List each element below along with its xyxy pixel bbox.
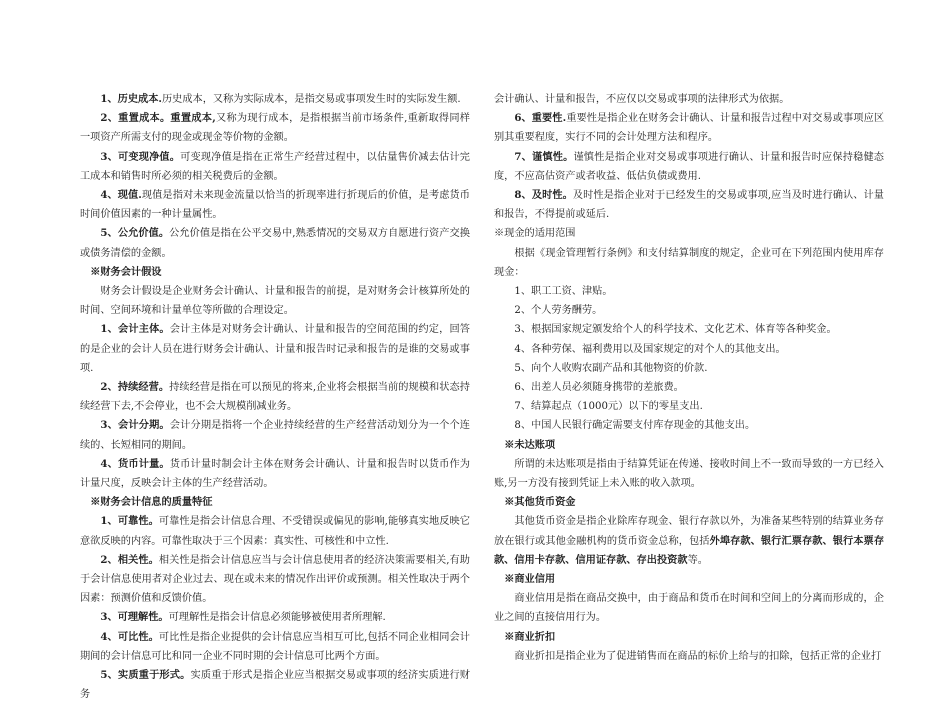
paragraph-text: 1、职工工资、津贴。	[514, 286, 613, 298]
section-heading: ※财务会计信息的质量特征	[90, 496, 213, 509]
paragraph	[494, 282, 884, 301]
paragraph	[494, 244, 884, 282]
paragraph	[494, 647, 884, 666]
paragraph-bold-term: 5、公允价值。	[100, 227, 170, 240]
paragraph-text: 持续经营是指在可以预见的将来,企业将会根据当前的规模和状态持续经营下去,不会停业，也不会大规模削减业务。	[80, 382, 470, 413]
paragraph	[494, 589, 884, 627]
section-heading: ※财务会计假设	[90, 265, 162, 278]
paragraph-bold-term: 3、会计分期。	[100, 419, 170, 432]
paragraph-text: 4、各种劳保、福利费用以及国家规定的对个人的其他支出。	[514, 343, 786, 355]
right-column	[494, 90, 884, 666]
paragraph-bold-term: 4、现值.	[100, 189, 142, 202]
paragraph	[494, 397, 884, 416]
paragraph-text: 6、出差人员必须随身携带的差旅费。	[514, 382, 684, 394]
paragraph-bold-term: 2、持续经营。	[100, 381, 170, 394]
paragraph-text: 商业信用是指在商品交换中，由于商品和货币在时间和空间上的分离而形成的，企业之间的直接信用行为。	[494, 593, 884, 624]
paragraph	[80, 416, 470, 454]
paragraph-bold-term: 4、货币计量。	[100, 457, 170, 470]
paragraph	[80, 512, 470, 550]
section-heading: ※商业折扣	[504, 630, 556, 643]
paragraph	[494, 301, 884, 320]
paragraph	[494, 320, 884, 339]
paragraph-bold-term: 2、重置成本。重置成本,	[100, 112, 216, 125]
paragraph-bold-term: 1、可靠性。	[100, 515, 159, 528]
paragraph-bold-term: 1、历史成本.	[100, 93, 162, 105]
paragraph-bold-term: 8、及时性。	[514, 189, 573, 202]
paragraph-text: 公允价值是指在公平交易中,熟悉情况的交易双方自愿进行资产交换或债务清偿的金额。	[80, 228, 470, 259]
paragraph-text: 谨慎性是指企业对交易或事项进行确认、计量和报告时应保持稳健态度，不应高估资产或者收益、低估负债或费用.	[494, 151, 884, 182]
paragraph-bold-term: 3、可变现净值。	[100, 150, 181, 163]
paragraph	[494, 109, 884, 147]
paragraph	[80, 455, 470, 493]
paragraph-text: 会计确认、计量和报告，不应仅以交易或事项的法律形式为依据。	[494, 94, 790, 105]
paragraph	[494, 148, 884, 186]
paragraph	[80, 282, 470, 320]
paragraph-bold-term: 1、会计主体。	[100, 323, 170, 336]
paragraph-text: 7、结算起点（1000元）以下的零星支出.	[514, 401, 703, 413]
paragraph-text: 商业折扣是指企业为了促进销售而在商品的标价上给与的扣除，包括正常的企业打	[514, 650, 882, 662]
paragraph-bold-term: 6、重要性.	[514, 112, 567, 125]
paragraph-text: 历史成本，又称为实际成本，是指交易或事项发生时的实际发生额.	[161, 94, 461, 105]
paragraph	[494, 512, 884, 570]
paragraph	[80, 109, 470, 147]
paragraph-bold-term: 5、实质重于形式。	[100, 669, 191, 682]
paragraph	[80, 224, 470, 262]
paragraph-text: 相关性是指会计信息应当与会计信息使用者的经济决策需要相关,有助于会计信息使用者对企业过去、现在或未来的情况作出评价或预测。相关性取决于两个因素：预测价值和反馈价值。	[80, 554, 470, 605]
paragraph-text: 等。	[687, 554, 708, 566]
paragraph	[80, 186, 470, 224]
paragraph	[80, 148, 470, 186]
paragraph-bold-term: 2、相关性。	[100, 553, 159, 566]
paragraph-text: 实质重于形式是指企业应当根据交易或事项的经济实质进行财务	[80, 670, 470, 701]
paragraph-text: 可比性是指企业提供的会计信息应当相互可比,包括不同企业相同会计期间的会计信息可比和同一企业不同时期的会计信息可比两个方面。	[80, 631, 470, 662]
paragraph	[494, 340, 884, 359]
paragraph-text: 其他货币资金是指企业除库存现金、银行存款以外，为准备某些特别的结算业务存放在银行或其他金融机构的货币资金总称，包括	[494, 516, 884, 547]
paragraph	[80, 551, 470, 609]
paragraph-text: 所谓的未达账项是指由于结算凭证在传递、接收时间上不一致而导致的一方已经入账,另一方没有接到凭证上未入账的收入款项。	[494, 458, 884, 490]
section-heading: ※现金的适用范围	[494, 228, 576, 240]
paragraph	[494, 455, 884, 493]
paragraph-text: 会计主体是对财务会计确认、计量和报告的空间范围的约定，回答的是企业的会计人员在进行财务会计确认、计量和报告时记录和报告的是谁的交易或事项.	[80, 324, 470, 374]
paragraph-text: 现值是指对未来现金流量以恰当的折现率进行折现后的价值，是考虑货币时间价值因素的一种计量属性。	[80, 190, 470, 221]
paragraph-text: 3、根据国家规定颁发给个人的科学技术、文化艺术、体育等各种奖金。	[514, 324, 837, 336]
paragraph	[494, 186, 884, 224]
paragraph-text: 8、中国人民银行确定需要支付库存现金的其他支出。	[514, 420, 756, 432]
paragraph-text: 会计分期是指将一个企业持续经营的生产经营活动划分为一个个连续的、长短相同的期间。	[80, 420, 470, 451]
paragraph-text: 可变现净值是指在正常生产经营过程中，以估量售价减去估计完工成本和销售时所必须的相关税费后的金额。	[80, 151, 470, 182]
paragraph	[80, 90, 470, 109]
paragraph	[80, 628, 470, 666]
paragraph-bold-term: 3、可理解性。	[100, 611, 169, 624]
paragraph	[494, 416, 884, 435]
paragraph-text: 5、向个人收购农副产品和其他物资的价款.	[514, 362, 708, 374]
paragraph-bold-term: 外埠存款、银行汇票存款、银行本票存款、信用卡存款、信用证存款、存出投资款	[494, 534, 885, 566]
paragraph-bold-term: 4、可比性。	[100, 630, 159, 643]
paragraph-text: 2、个人劳务酬劳。	[514, 305, 603, 317]
paragraph-text: 财务会计假设是企业财务会计确认、计量和报告的前提，是对财务会计核算所处的时间、空间环境和计量单位等所做的合理设定。	[80, 286, 470, 317]
paragraph-text: 重要性是指企业在财务会计确认、计量和报告过程中对交易或事项应区别其重要程度，实行不同的会计处理方法和程序。	[494, 113, 885, 144]
paragraph-text: 又称为现行成本，是指根据当前市场条件,重新取得同样一项资产所需支付的现金或现金等价物的金额。	[80, 113, 470, 144]
paragraph	[494, 90, 884, 109]
paragraph-text: 根据《现金管理暂行条例》和支付结算制度的规定，企业可在下列范围内使用库存现金：	[494, 247, 884, 278]
paragraph-text: 可理解性是指会计信息必须能够被使用者所理解.	[168, 612, 386, 624]
paragraph-text: 货币计量时制会计主体在财务会计确认、计量和报告时以货币作为计量尺度，反映会计主体的生产经营活动。	[80, 458, 470, 490]
paragraph	[494, 359, 884, 378]
section-heading: ※其他货币资金	[504, 496, 576, 509]
paragraph	[80, 320, 470, 378]
left-column	[80, 90, 470, 705]
section-heading: ※未达账项	[504, 438, 556, 451]
paragraph	[494, 378, 884, 397]
paragraph-text: 可靠性是指会计信息合理、不受错误或偏见的影响,能够真实地反映它意欲反映的内容。可靠性取决于三个因素：真实性、可核性和中立性.	[80, 516, 470, 547]
paragraph	[80, 608, 470, 627]
paragraph-text: 及时性是指企业对于已经发生的交易或事项,应当及时进行确认、计量和报告，不得提前或延后.	[494, 190, 884, 221]
paragraph	[80, 378, 470, 416]
section-heading: ※商业信用	[504, 573, 556, 586]
paragraph-bold-term: 7、谨慎性。	[514, 150, 574, 163]
